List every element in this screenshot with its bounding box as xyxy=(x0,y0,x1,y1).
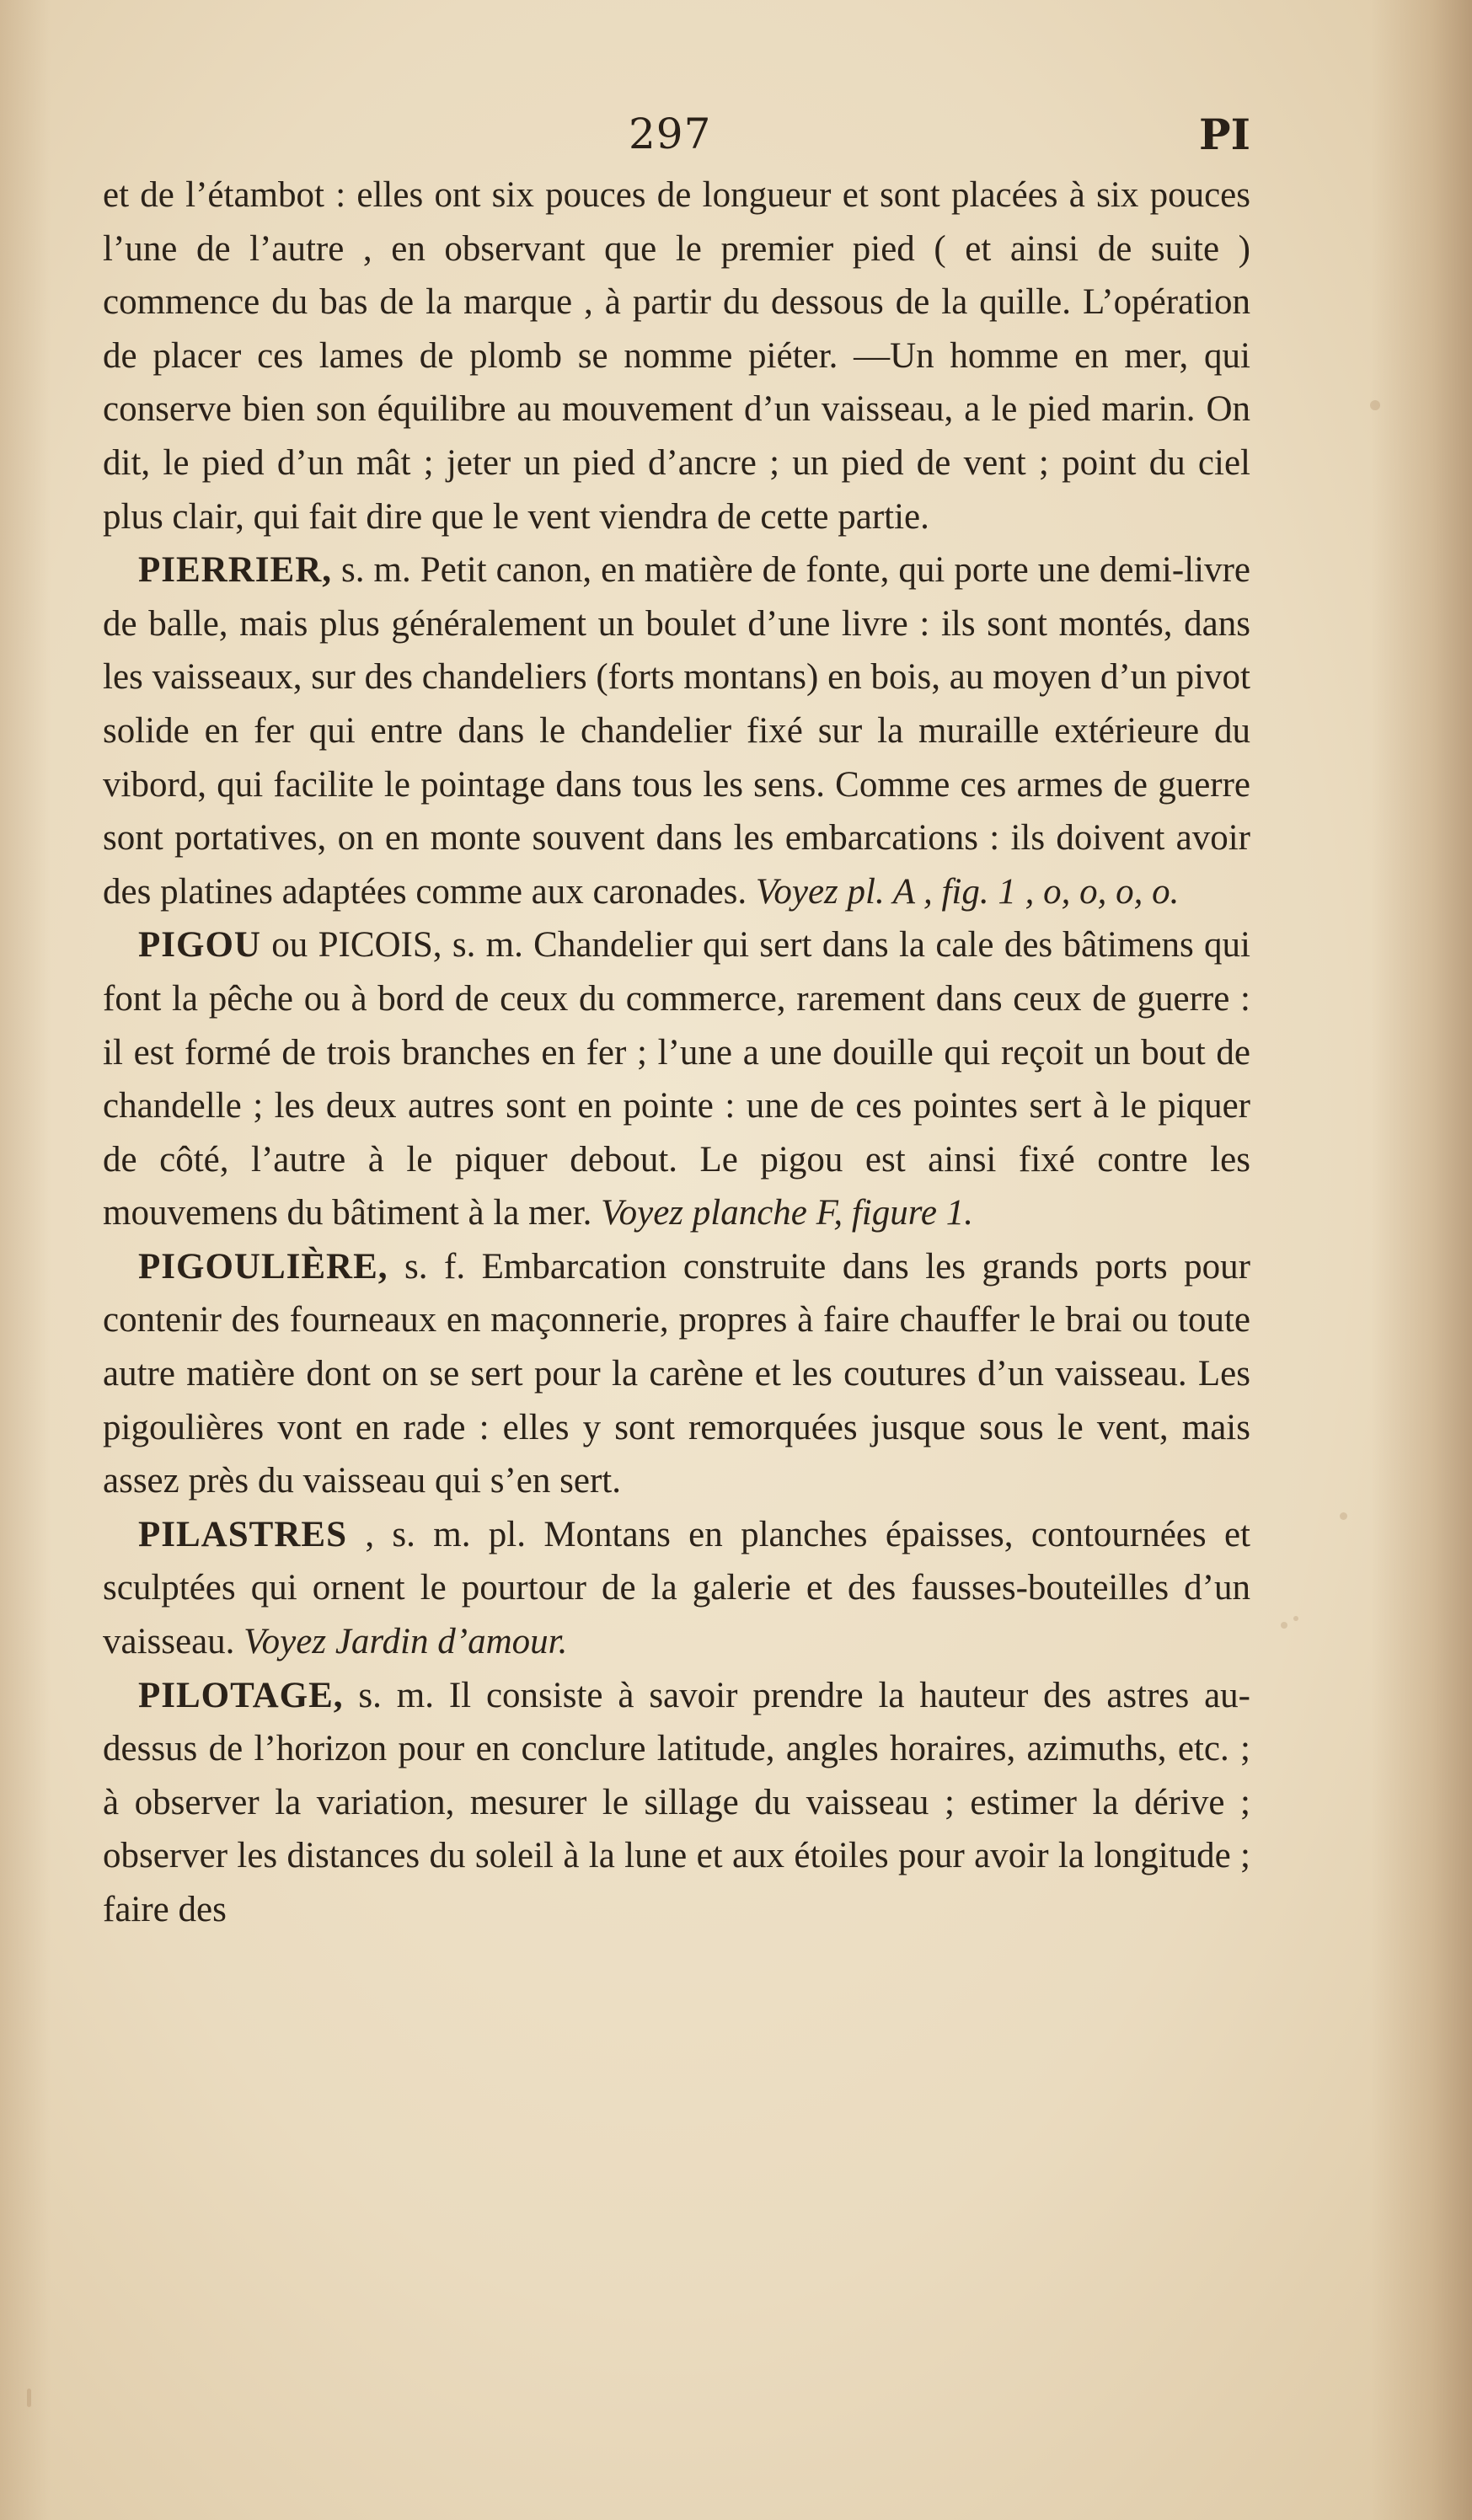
cross-reference: Voyez pl. A , fig. 1 , o, o, o, o. xyxy=(747,871,1180,912)
foxing-spot xyxy=(1370,400,1380,410)
entry-headword: PILASTRES xyxy=(138,1514,347,1554)
entry-text: s. m. Il consiste à savoir prendre la hauteur des astres au-dessus de l’horizon pour en conclure latitude, angles horaires, azimuths, etc. ; à observer la variation, mesurer le sillage du vaisseau ; estimer la dérive ; observer les distances du soleil à la lune et aux étoiles pour avoir la longitude ; faire des xyxy=(103,1675,1250,1929)
entry-pilastres xyxy=(103,1508,1250,1669)
section-key: PI xyxy=(1199,110,1250,159)
dictionary-text xyxy=(103,169,1250,1937)
entry-continuation xyxy=(103,169,1250,543)
entry-headword: PIGOULIÈRE, xyxy=(138,1246,388,1287)
cross-reference: Voyez planche F, figure 1. xyxy=(591,1193,973,1233)
entry-pierrier xyxy=(103,543,1250,918)
foxing-spot xyxy=(1340,1512,1347,1520)
foxing-spot xyxy=(1293,1616,1298,1621)
page-number: 297 xyxy=(629,110,712,158)
entry-text: , s. m. pl. Montans en planches épaisses, contournées et sculptées qui ornent le pourtour de la galerie et des fausses-bouteilles d’un vaisseau. xyxy=(103,1514,1250,1662)
entry-pigou xyxy=(103,918,1250,1240)
running-head xyxy=(103,110,1250,169)
foxing-spot xyxy=(27,2389,31,2407)
entry-pilotage xyxy=(103,1669,1250,1937)
page-left-edge-shading xyxy=(0,0,51,2520)
entry-pigouliere xyxy=(103,1240,1250,1508)
entry-text: s. m. Petit canon, en matière de fonte, qui porte une demi-livre de balle, mais plus généralement un boulet d’une livre : ils sont montés, dans les vaisseaux, sur des chandeliers (forts montans) en bois, au moyen d’un pivot solide en fer qui entre dans le chandelier fixé sur la muraille extérieure du vibord, qui facilite le pointage dans tous les sens. Comme ces armes de guerre sont portatives, on en monte souvent dans les embarcations : ils doivent avoir des platines adaptées comme aux caronades. xyxy=(103,550,1250,912)
foxing-spot xyxy=(1281,1622,1287,1629)
entry-text: et de l’étambot : elles ont six pouces de longueur et sont placées à six pouces l’une de l’autre , en observant que le premier pied ( et ainsi de suite ) commence du bas de la marque , à partir du dessous de la quille. L’opération de placer ces lames de plomb se nomme piéter. —Un homme en mer, qui conserve bien son équilibre au mouvement d’un vaisseau, a le pied marin. On dit, le pied d’un mât ; jeter un pied d’ancre ; un pied de vent ; point du ciel plus clair, qui fait dire que le vent viendra de cette partie. xyxy=(103,175,1250,537)
page-right-edge-shading xyxy=(1371,0,1472,2520)
entry-headword: PILOTAGE, xyxy=(138,1675,344,1715)
entry-headword: PIERRIER, xyxy=(138,550,333,591)
cross-reference: Voyez Jardin d’amour. xyxy=(234,1622,568,1662)
entry-headword: PIGOU xyxy=(138,925,261,966)
entry-text: ou PICOIS, s. m. Chandelier qui sert dans la cale des bâtimens qui font la pêche ou à bord de ceux du commerce, rarement dans ceux de guerre : il est formé de trois branches en fer ; l’une a une douille qui reçoit un bout de chandelle ; les deux autres sont en pointe : une de ces pointes sert à le piquer de côté, l’autre à le piquer debout. Le pigou est ainsi fixé contre les mouvemens du bâtiment à la mer. xyxy=(103,925,1250,1233)
entry-text: s. f. Embarcation construite dans les grands ports pour contenir des fourneaux en maçonnerie, propres à faire chauffer le brai ou toute autre matière dont on se sert pour la carène et les coutures d’un vaisseau. Les pigoulières vont en rade : elles y sont remorquées jusque sous le vent, mais assez près du vaisseau qui s’en sert. xyxy=(103,1246,1250,1501)
